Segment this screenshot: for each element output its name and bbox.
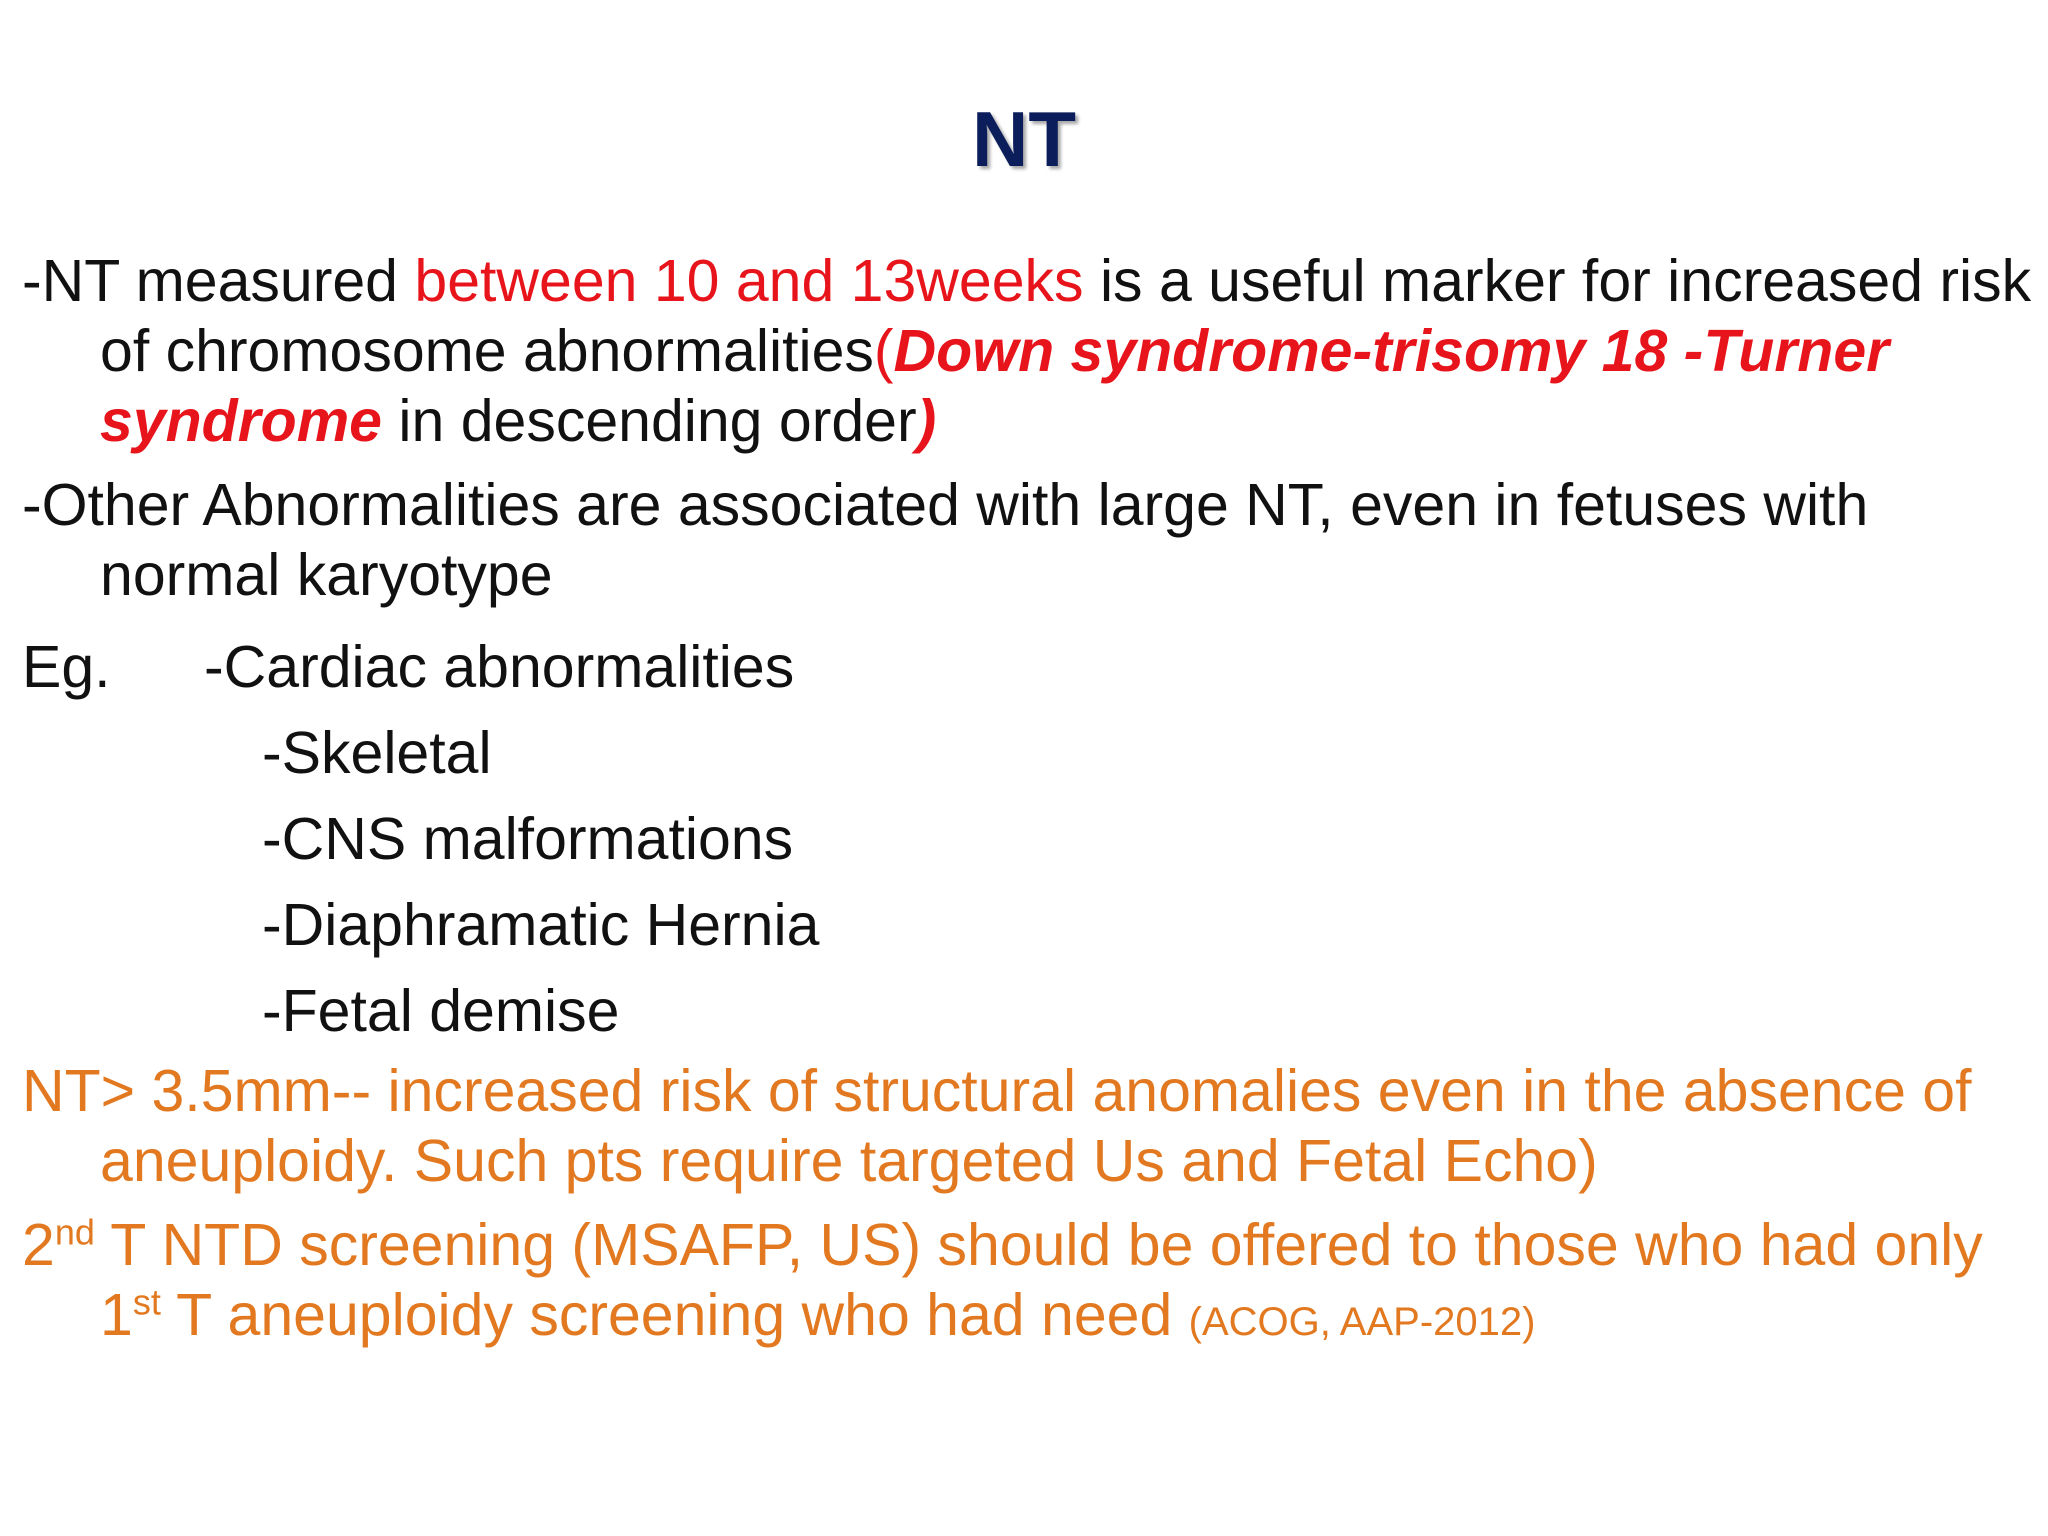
eg-item-demise: -Fetal demise [262,978,620,1044]
text-run: 2 [22,1212,55,1278]
text-run: is a useful marker for increased risk of chromosome abnormalities [100,248,2032,384]
slide-title: NT [972,95,1076,183]
eg-item-skeletal: -Skeletal [262,720,492,786]
text-run: in descending order [381,388,917,454]
eg-item-hernia: -Diaphramatic Hernia [262,892,820,958]
slide-body [22,246,2032,1371]
paren-open: ( [873,318,894,384]
paren-close: ) [916,388,937,454]
citation: (ACOG, AAP-2012) [1188,1300,1536,1344]
text-run: T aneuploidy screening who had need [160,1282,1189,1348]
paragraph-ntd-screening [22,1210,2032,1357]
highlight-syndromes: Down syndrome-trisomy 18 -Turner syndrome [100,318,1890,454]
text-run: -NT measured [22,248,415,314]
paragraph-other-abnormalities: -Other Abnormalities are associated with large NT, even in fetuses with normal karyotype [22,472,1869,608]
text-run: T NTD screening (MSAFP, US) should be offered to those who had only 1 [94,1212,1983,1348]
paragraph-nt-threshold: NT> 3.5mm-- increased risk of structural anomalies even in the absence of aneuploidy. Such pts require targeted Us and Fetal Echo) [22,1058,1972,1194]
paragraph-nt-marker [22,246,2032,456]
eg-row [22,624,2032,710]
highlight-weeks: between 10 and 13weeks [414,248,1084,314]
superscript-nd: nd [54,1211,95,1253]
superscript-st: st [132,1281,161,1323]
eg-item-cardiac: -Cardiac abnormalities [204,634,795,700]
eg-label: Eg. [22,634,111,700]
eg-item-cns: -CNS malformations [262,806,794,872]
